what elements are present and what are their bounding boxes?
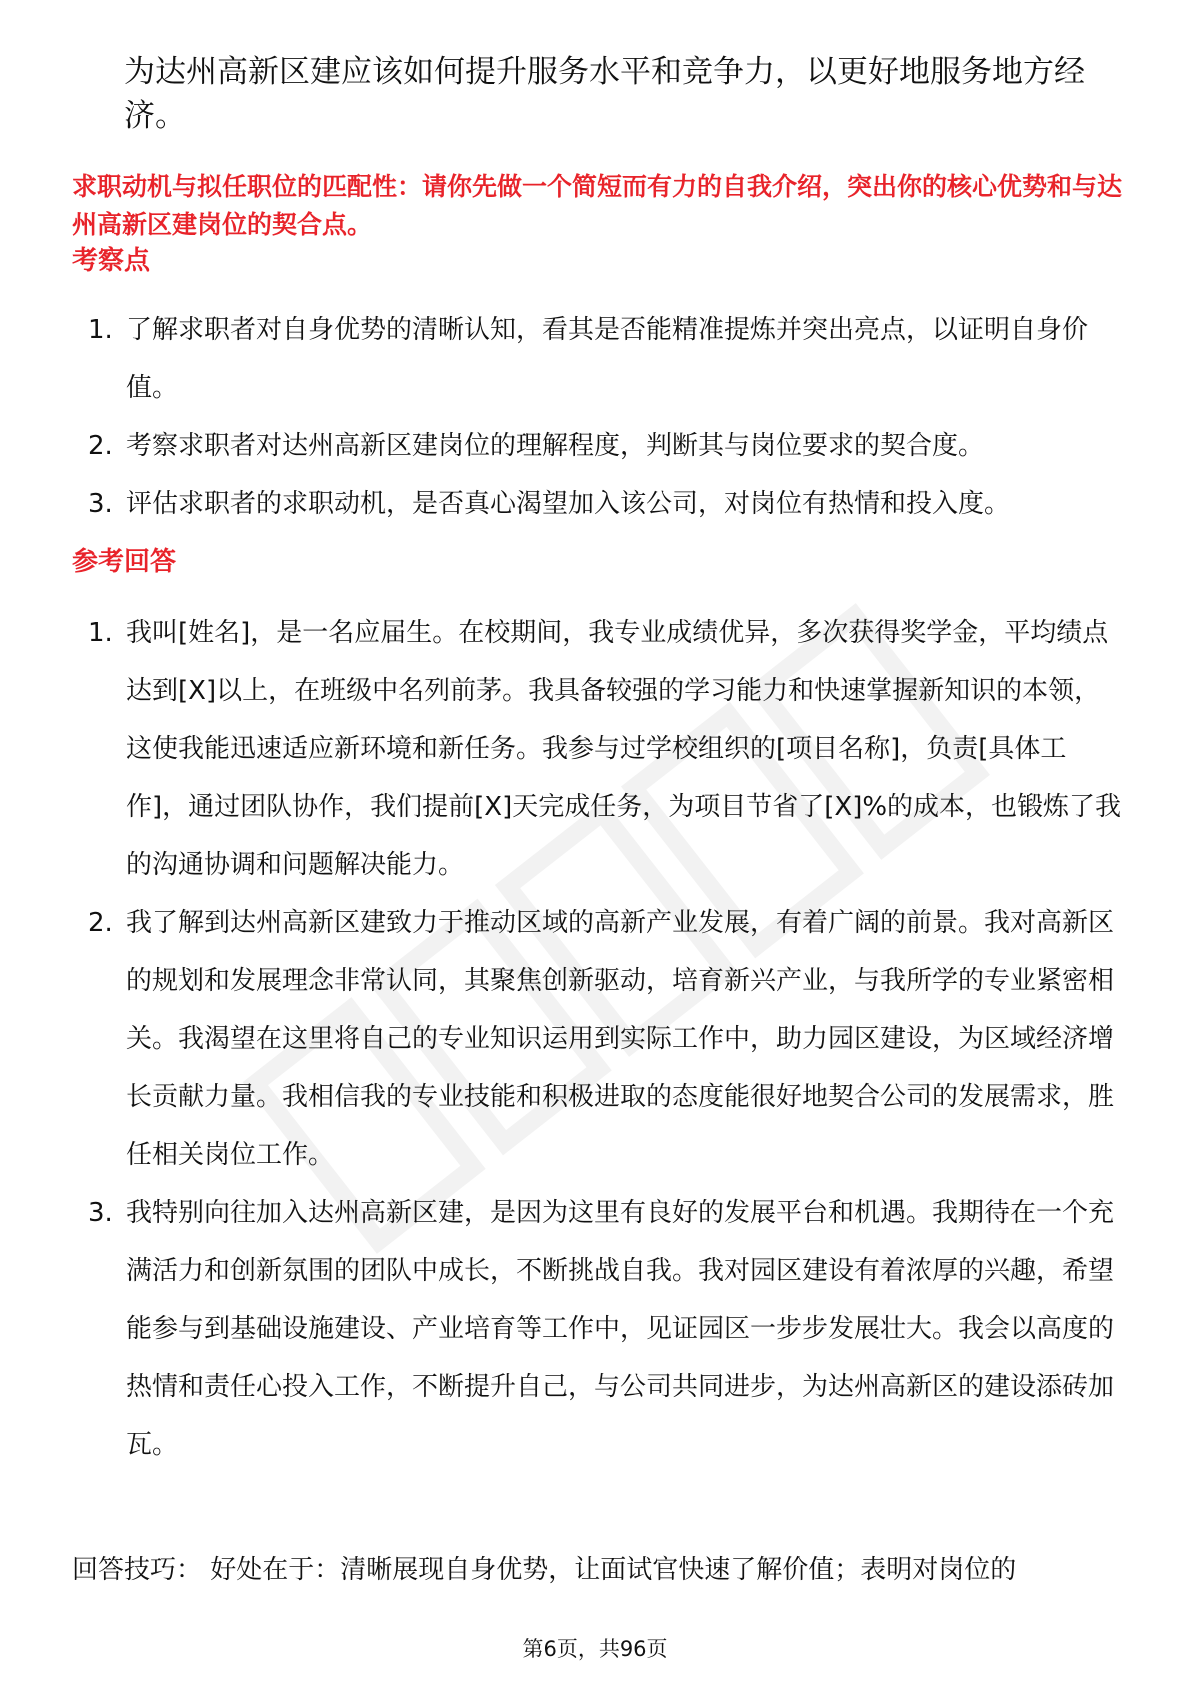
list-item xyxy=(72,417,1122,475)
question-heading: 求职动机与拟任职位的匹配性：请你先做一个简短而有力的自我介绍，突出你的核心优势和与达州高新区建岗位的契合点。 xyxy=(72,172,1123,239)
list-item-text: 考察求职者对达州高新区建岗位的理解程度，判断其与岗位要求的契合度。 xyxy=(126,431,985,461)
list-item-number: 1. xyxy=(88,315,113,345)
list-item-text: 我了解到达州高新区建致力于推动区域的高新产业发展，有着广阔的前景。我对高新区的规划和发展理念非常认同，其聚焦创新驱动，培育新兴产业，与我所学的专业紧密相关。我渴望在这里将自己的专业知识运用到实际工作中，助力园区建设，为区域经济增长贡献力量。我相信我的专业技能和积极进取的态度能很好地契合公司的发展需求，胜任相关岗位工作。 xyxy=(126,908,1115,1170)
intro-paragraph: 为达州高新区建应该如何提升服务水平和竞争力，以更好地服务地方经济。 xyxy=(124,54,1085,134)
page-footer: 第6页，共96页 xyxy=(522,1637,668,1661)
answer-section-title: 参考回答 xyxy=(72,547,177,577)
list-item xyxy=(72,301,1122,417)
list-item-number: 3. xyxy=(88,1198,113,1228)
list-item-text: 我特别向往加入达州高新区建，是因为这里有良好的发展平台和机遇。我期待在一个充满活力和创新氛围的团队中成长，不断挑战自我。我对园区建设有着浓厚的兴趣，希望能参与到基础设施建设、产业培育等工作中，见证园区一步步发展壮大。我会以高度的热情和责任心投入工作，不断提升自己，与公司共同进步，为达州高新区的建设添砖加瓦。 xyxy=(126,1198,1115,1460)
list-item xyxy=(72,604,1122,894)
list-item-number: 2. xyxy=(88,908,113,938)
list-item xyxy=(72,475,1122,533)
list-item-number: 3. xyxy=(88,489,113,519)
list-item xyxy=(72,1184,1122,1474)
list-item xyxy=(72,894,1122,1184)
answer-list xyxy=(72,604,1122,1474)
list-item-text: 了解求职者对自身优势的清晰认知，看其是否能精准提炼并突出亮点，以证明自身价值。 xyxy=(126,315,1089,403)
list-item-text: 我叫[姓名]，是一名应届生。在校期间，我专业成绩优异，多次获得奖学金，平均绩点达到[X]以上，在班级中名列前茅。我具备较强的学习能力和快速掌握新知识的本领，这使我能迅速适应新环境和新任务。我参与过学校组织的[项目名称]，负责[具体工作]，通过团队协作，我们提前[X]天完成任务，为项目节省了[X]%的成本，也锻炼了我的沟通协调和问题解决能力。 xyxy=(126,618,1122,880)
answer-tips: 回答技巧： 好处在于：清晰展现自身优势，让面试官快速了解价值；表明对岗位的 xyxy=(72,1555,1017,1585)
assessment-list xyxy=(72,301,1122,533)
list-item-number: 2. xyxy=(88,431,113,461)
list-item-number: 1. xyxy=(88,618,113,648)
assessment-section-title: 考察点 xyxy=(72,246,151,276)
list-item-text: 评估求职者的求职动机，是否真心渴望加入该公司，对岗位有热情和投入度。 xyxy=(126,489,1011,519)
